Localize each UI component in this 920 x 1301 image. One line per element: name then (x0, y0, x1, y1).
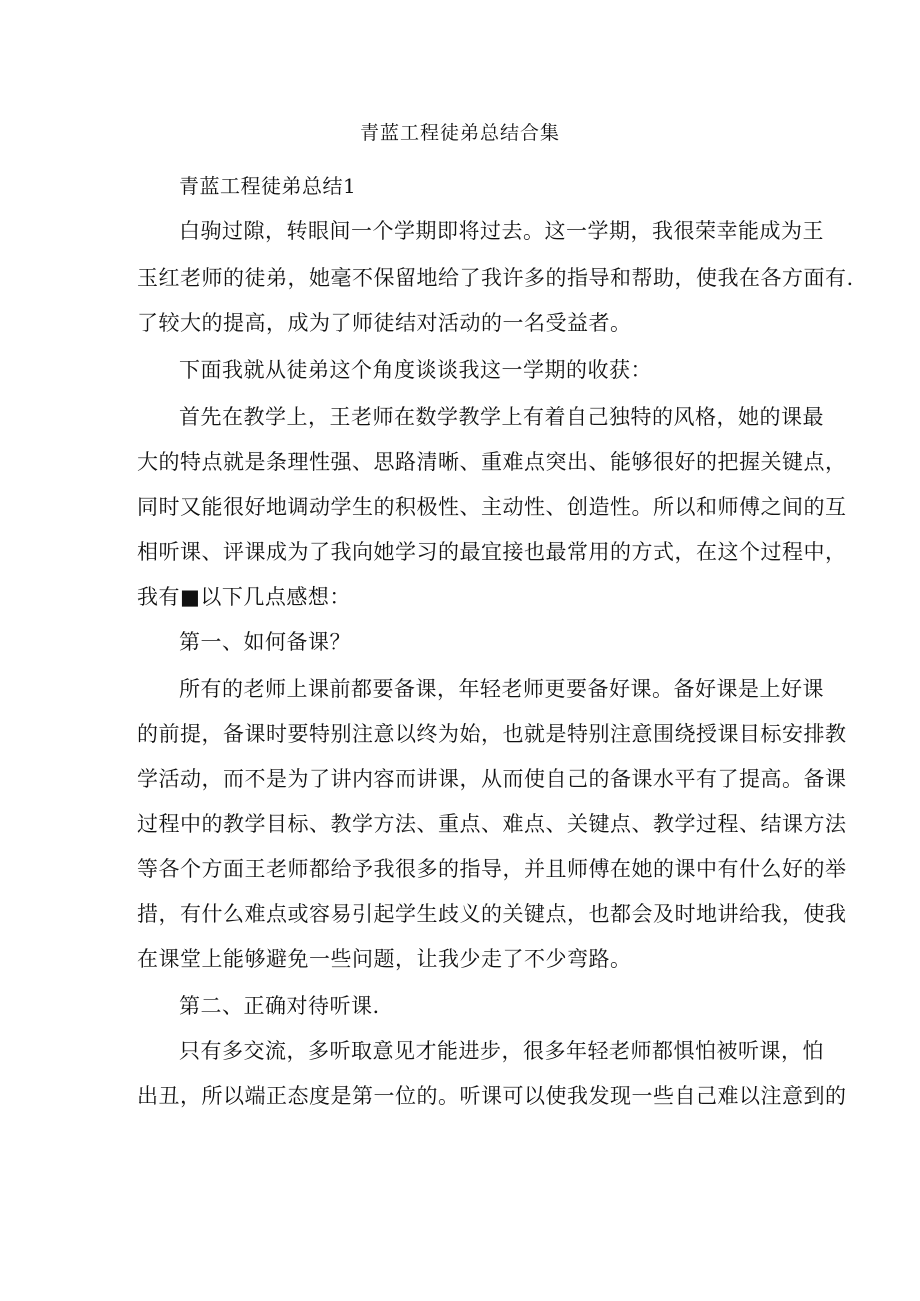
paragraph-line: 的前提，备课时要特别注意以终为始，也就是特别注意围绕授课目标安排教 (137, 722, 847, 746)
paragraph-line: 等各个方面王老师都给予我很多的指导，并且师傅在她的课中有什么好的举 (137, 857, 847, 881)
paragraph-line: 过程中的教学目标、教学方法、重点、难点、关键点、教学过程、结课方法 (137, 812, 847, 836)
document-body (137, 168, 854, 1114)
paragraph-line: 同时又能很好地调动学生的积极性、主动性、创造性。所以和师傅之间的互 (137, 495, 847, 519)
subheading-line: 第一、如何备课？ (179, 630, 351, 654)
paragraph-line: 白驹过隙，转眼间一个学期即将过去。这一学期，我很荣幸能成为王 (179, 219, 824, 243)
paragraph-line: 首先在教学上，王老师在数学教学上有着自己独特的风格，她的课最 (179, 405, 824, 429)
paragraph-line: 大的特点就是条理性强、思路清晰、重难点突出、能够很好的把握关键点， (137, 450, 847, 474)
paragraph-line: 措，有什么难点或容易引起学生歧义的关键点，也都会及时地讲给我，使我 (137, 902, 847, 926)
paragraph-line: 下面我就从徒弟这个角度谈谈我这一学期的收获： (179, 358, 652, 382)
paragraph-line: 相听课、评课成为了我向她学习的最宜接也最常用的方式，在这个过程中， (137, 540, 847, 564)
section-heading: 青蓝工程徒弟总结1 (179, 174, 357, 198)
paragraph-line: 了较大的提高，成为了师徒结对活动的一名受益者。 (137, 311, 632, 335)
paragraph-line: 玉红老师的徒弟，她毫不保留地给了我许多的指导和帮助，使我在各方面有. (137, 266, 854, 290)
paragraph-line: 所有的老师上课前都要备课，年轻老师更要备好课。备好课是上好课 (179, 677, 824, 701)
subheading-line: 第二、正确对待听课. (179, 994, 380, 1018)
paragraph-line: 出丑，所以端正态度是第一位的。听课可以使我发现一些自己难以注意到的 (137, 1084, 847, 1108)
paragraph-line: 我有■以下几点感想： (137, 585, 351, 609)
paragraph-line: 只有多交流，多听取意见才能进步，很多年轻老师都惧怕被听课，怕 (179, 1039, 824, 1063)
paragraph-line: 学活动，而不是为了讲内容而讲课，从而使自己的备课水平有了提高。备课 (137, 767, 847, 791)
document-title: 青蓝工程徒弟总结合集 (359, 122, 560, 144)
paragraph-line: 在课堂上能够避免一些问题，让我少走了不少弯路。 (137, 947, 632, 971)
